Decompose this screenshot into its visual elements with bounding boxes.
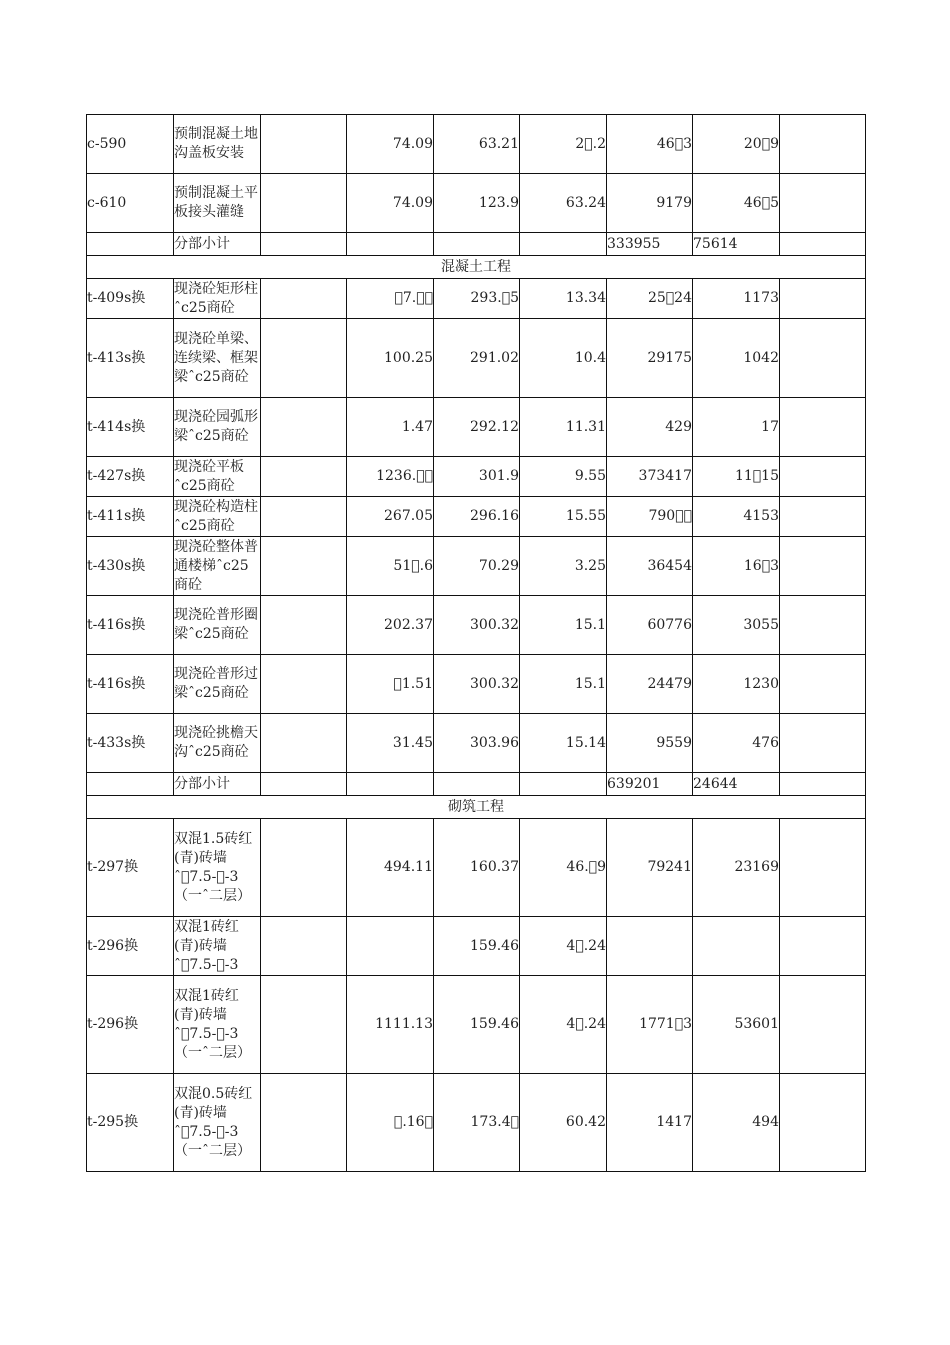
- table-row: [87, 714, 866, 773]
- empty-cell: [261, 319, 347, 398]
- labor-price-cell: 63.24: [520, 174, 607, 233]
- empty-cell: [261, 497, 347, 537]
- item-name: 预制混凝土地沟盖板安装: [174, 115, 261, 174]
- table-row: [87, 497, 866, 537]
- labor-price-cell: 10.4: [520, 319, 607, 398]
- item-code: t-430s换: [87, 537, 174, 596]
- labor-price-cell: 4 .24: [520, 976, 607, 1074]
- labor-price-cell: [520, 773, 607, 796]
- empty-cell: [780, 917, 866, 976]
- labor-total-cell: 3055: [693, 596, 780, 655]
- section-title: 混凝土工程: [87, 256, 866, 279]
- empty-cell: [261, 773, 347, 796]
- item-code: t-433s换: [87, 714, 174, 773]
- empty-cell: [261, 976, 347, 1074]
- subtotal-row: [87, 773, 866, 796]
- quantity-cell: [347, 773, 434, 796]
- labor-price-cell: 46. 9: [520, 819, 607, 917]
- table-row: [87, 537, 866, 596]
- empty-cell: [261, 714, 347, 773]
- unit-price-cell: 303.96: [434, 714, 520, 773]
- labor-total-cell: 1230: [693, 655, 780, 714]
- total-price-cell: 429: [607, 398, 693, 457]
- total-price-cell: 9559: [607, 714, 693, 773]
- empty-cell: [780, 279, 866, 319]
- labor-price-cell: 15.14: [520, 714, 607, 773]
- total-price-cell: 79241: [607, 819, 693, 917]
- section-header-row: [87, 256, 866, 279]
- labor-price-cell: 15.55: [520, 497, 607, 537]
- total-price-cell: 46 3: [607, 115, 693, 174]
- empty-cell: [780, 714, 866, 773]
- quantity-cell: 31.45: [347, 714, 434, 773]
- code-cell: [87, 233, 174, 256]
- item-name: 现浇砼平板ˆc25商砼: [174, 457, 261, 497]
- empty-cell: [780, 398, 866, 457]
- empty-cell: [780, 174, 866, 233]
- table-row: [87, 319, 866, 398]
- unit-price-cell: 123.9: [434, 174, 520, 233]
- unit-price-cell: 160.37: [434, 819, 520, 917]
- labor-price-cell: 3.25: [520, 537, 607, 596]
- quantity-cell: [347, 917, 434, 976]
- labor-price-cell: 15.1: [520, 655, 607, 714]
- table-row: [87, 398, 866, 457]
- empty-cell: [780, 976, 866, 1074]
- empty-cell: [261, 537, 347, 596]
- item-name: 现浇砼单梁、连续梁、框架梁ˆc25商砼: [174, 319, 261, 398]
- empty-cell: [780, 233, 866, 256]
- total-price-cell: [607, 917, 693, 976]
- labor-total-cell: 476: [693, 714, 780, 773]
- empty-cell: [780, 319, 866, 398]
- unit-price-cell: 300.32: [434, 596, 520, 655]
- empty-cell: [780, 115, 866, 174]
- labor-total-cell: 494: [693, 1074, 780, 1172]
- item-code: t-416s换: [87, 655, 174, 714]
- subtotal-total: 639201: [607, 773, 693, 796]
- table-row: [87, 917, 866, 976]
- unit-price-cell: 291.02: [434, 319, 520, 398]
- item-code: t-414s换: [87, 398, 174, 457]
- empty-cell: [780, 537, 866, 596]
- item-name: 双混1砖红(青)砖墙ˆ 7.5- -3: [174, 917, 261, 976]
- subtotal-labor-total: 24644: [693, 773, 780, 796]
- empty-cell: [780, 457, 866, 497]
- labor-total-cell: 16 3: [693, 537, 780, 596]
- empty-cell: [261, 655, 347, 714]
- labor-price-cell: 2 .2: [520, 115, 607, 174]
- item-name: 现浇砼园弧形梁ˆc25商砼: [174, 398, 261, 457]
- unit-price-cell: [434, 233, 520, 256]
- unit-price-cell: 159.46: [434, 917, 520, 976]
- unit-price-cell: 292.12: [434, 398, 520, 457]
- table-row: [87, 596, 866, 655]
- labor-price-cell: [520, 233, 607, 256]
- quantity-cell: 202.37: [347, 596, 434, 655]
- table-row: [87, 819, 866, 917]
- subtotal-labor-total: 75614: [693, 233, 780, 256]
- total-price-cell: 29175: [607, 319, 693, 398]
- quantity-cell: 1111.13: [347, 976, 434, 1074]
- empty-cell: [261, 457, 347, 497]
- empty-cell: [261, 398, 347, 457]
- item-name: 现浇砼挑檐天沟ˆc25商砼: [174, 714, 261, 773]
- total-price-cell: 790  : [607, 497, 693, 537]
- labor-price-cell: 11.31: [520, 398, 607, 457]
- item-name: 现浇砼普形过梁ˆc25商砼: [174, 655, 261, 714]
- total-price-cell: 9179: [607, 174, 693, 233]
- budget-table: [86, 114, 866, 1172]
- quantity-cell: 1236.  : [347, 457, 434, 497]
- table-row: [87, 174, 866, 233]
- item-name: 预制混凝土平板接头灌缝: [174, 174, 261, 233]
- item-name: 双混0.5砖红(青)砖墙ˆ 7.5- -3（一ˆ二层）: [174, 1074, 261, 1172]
- subtotal-total: 333955: [607, 233, 693, 256]
- quantity-cell:  .16 : [347, 1074, 434, 1172]
- total-price-cell: 373417: [607, 457, 693, 497]
- item-code: t-297换: [87, 819, 174, 917]
- quantity-cell: 74.09: [347, 115, 434, 174]
- labor-total-cell: 4153: [693, 497, 780, 537]
- item-code: t-413s换: [87, 319, 174, 398]
- labor-total-cell: 20 9: [693, 115, 780, 174]
- empty-cell: [780, 655, 866, 714]
- empty-cell: [780, 596, 866, 655]
- table-row: [87, 279, 866, 319]
- quantity-cell: 494.11: [347, 819, 434, 917]
- total-price-cell: 1771 3: [607, 976, 693, 1074]
- item-code: t-296换: [87, 976, 174, 1074]
- unit-price-cell: 159.46: [434, 976, 520, 1074]
- quantity-cell: 100.25: [347, 319, 434, 398]
- table-row: [87, 115, 866, 174]
- empty-cell: [780, 819, 866, 917]
- code-cell: [87, 773, 174, 796]
- table-row: [87, 1074, 866, 1172]
- empty-cell: [780, 497, 866, 537]
- labor-price-cell: 15.1: [520, 596, 607, 655]
- item-name: 现浇砼矩形柱ˆc25商砼: [174, 279, 261, 319]
- empty-cell: [261, 279, 347, 319]
- empty-cell: [261, 1074, 347, 1172]
- unit-price-cell: 63.21: [434, 115, 520, 174]
- total-price-cell: 24479: [607, 655, 693, 714]
- empty-cell: [780, 773, 866, 796]
- quantity-cell:  1.51: [347, 655, 434, 714]
- item-name: 双混1砖红(青)砖墙ˆ 7.5- -3（一ˆ二层）: [174, 976, 261, 1074]
- item-code: c-610: [87, 174, 174, 233]
- labor-total-cell: 1173: [693, 279, 780, 319]
- subtotal-label: 分部小计: [174, 233, 261, 256]
- empty-cell: [261, 819, 347, 917]
- labor-total-cell: 17: [693, 398, 780, 457]
- total-price-cell: 36454: [607, 537, 693, 596]
- item-code: t-416s换: [87, 596, 174, 655]
- unit-price-cell: 296.16: [434, 497, 520, 537]
- item-name: 现浇砼整体普通楼梯ˆc25商砼: [174, 537, 261, 596]
- unit-price-cell: 300.32: [434, 655, 520, 714]
- labor-price-cell: 13.34: [520, 279, 607, 319]
- labor-total-cell: 53601: [693, 976, 780, 1074]
- empty-cell: [780, 1074, 866, 1172]
- labor-total-cell: 1042: [693, 319, 780, 398]
- labor-total-cell: 11 15: [693, 457, 780, 497]
- item-code: t-295换: [87, 1074, 174, 1172]
- unit-price-cell: 301.9: [434, 457, 520, 497]
- item-code: t-411s换: [87, 497, 174, 537]
- table-row: [87, 457, 866, 497]
- empty-cell: [261, 174, 347, 233]
- quantity-cell: 267.05: [347, 497, 434, 537]
- unit-price-cell: [434, 773, 520, 796]
- unit-price-cell: 70.29: [434, 537, 520, 596]
- section-title: 砌筑工程: [87, 796, 866, 819]
- quantity-cell: 51 .6: [347, 537, 434, 596]
- item-name: 双混1.5砖红(青)砖墙ˆ 7.5- -3（一ˆ二层）: [174, 819, 261, 917]
- item-code: c-590: [87, 115, 174, 174]
- unit-price-cell: 173.4 : [434, 1074, 520, 1172]
- empty-cell: [261, 596, 347, 655]
- section-header-row: [87, 796, 866, 819]
- item-code: t-409s换: [87, 279, 174, 319]
- item-code: t-427s换: [87, 457, 174, 497]
- labor-total-cell: 23169: [693, 819, 780, 917]
- quantity-cell: [347, 233, 434, 256]
- quantity-cell: 1.47: [347, 398, 434, 457]
- table-row: [87, 976, 866, 1074]
- quantity-cell:  7.  : [347, 279, 434, 319]
- labor-price-cell: 4 .24: [520, 917, 607, 976]
- labor-price-cell: 9.55: [520, 457, 607, 497]
- labor-total-cell: [693, 917, 780, 976]
- quantity-cell: 74.09: [347, 174, 434, 233]
- total-price-cell: 60776: [607, 596, 693, 655]
- empty-cell: [261, 115, 347, 174]
- empty-cell: [261, 917, 347, 976]
- item-name: 现浇砼构造柱ˆc25商砼: [174, 497, 261, 537]
- unit-price-cell: 293. 5: [434, 279, 520, 319]
- item-name: 现浇砼普形圈梁ˆc25商砼: [174, 596, 261, 655]
- subtotal-row: [87, 233, 866, 256]
- item-code: t-296换: [87, 917, 174, 976]
- labor-total-cell: 46 5: [693, 174, 780, 233]
- table-row: [87, 655, 866, 714]
- total-price-cell: 1417: [607, 1074, 693, 1172]
- total-price-cell: 25 24: [607, 279, 693, 319]
- labor-price-cell: 60.42: [520, 1074, 607, 1172]
- subtotal-label: 分部小计: [174, 773, 261, 796]
- empty-cell: [261, 233, 347, 256]
